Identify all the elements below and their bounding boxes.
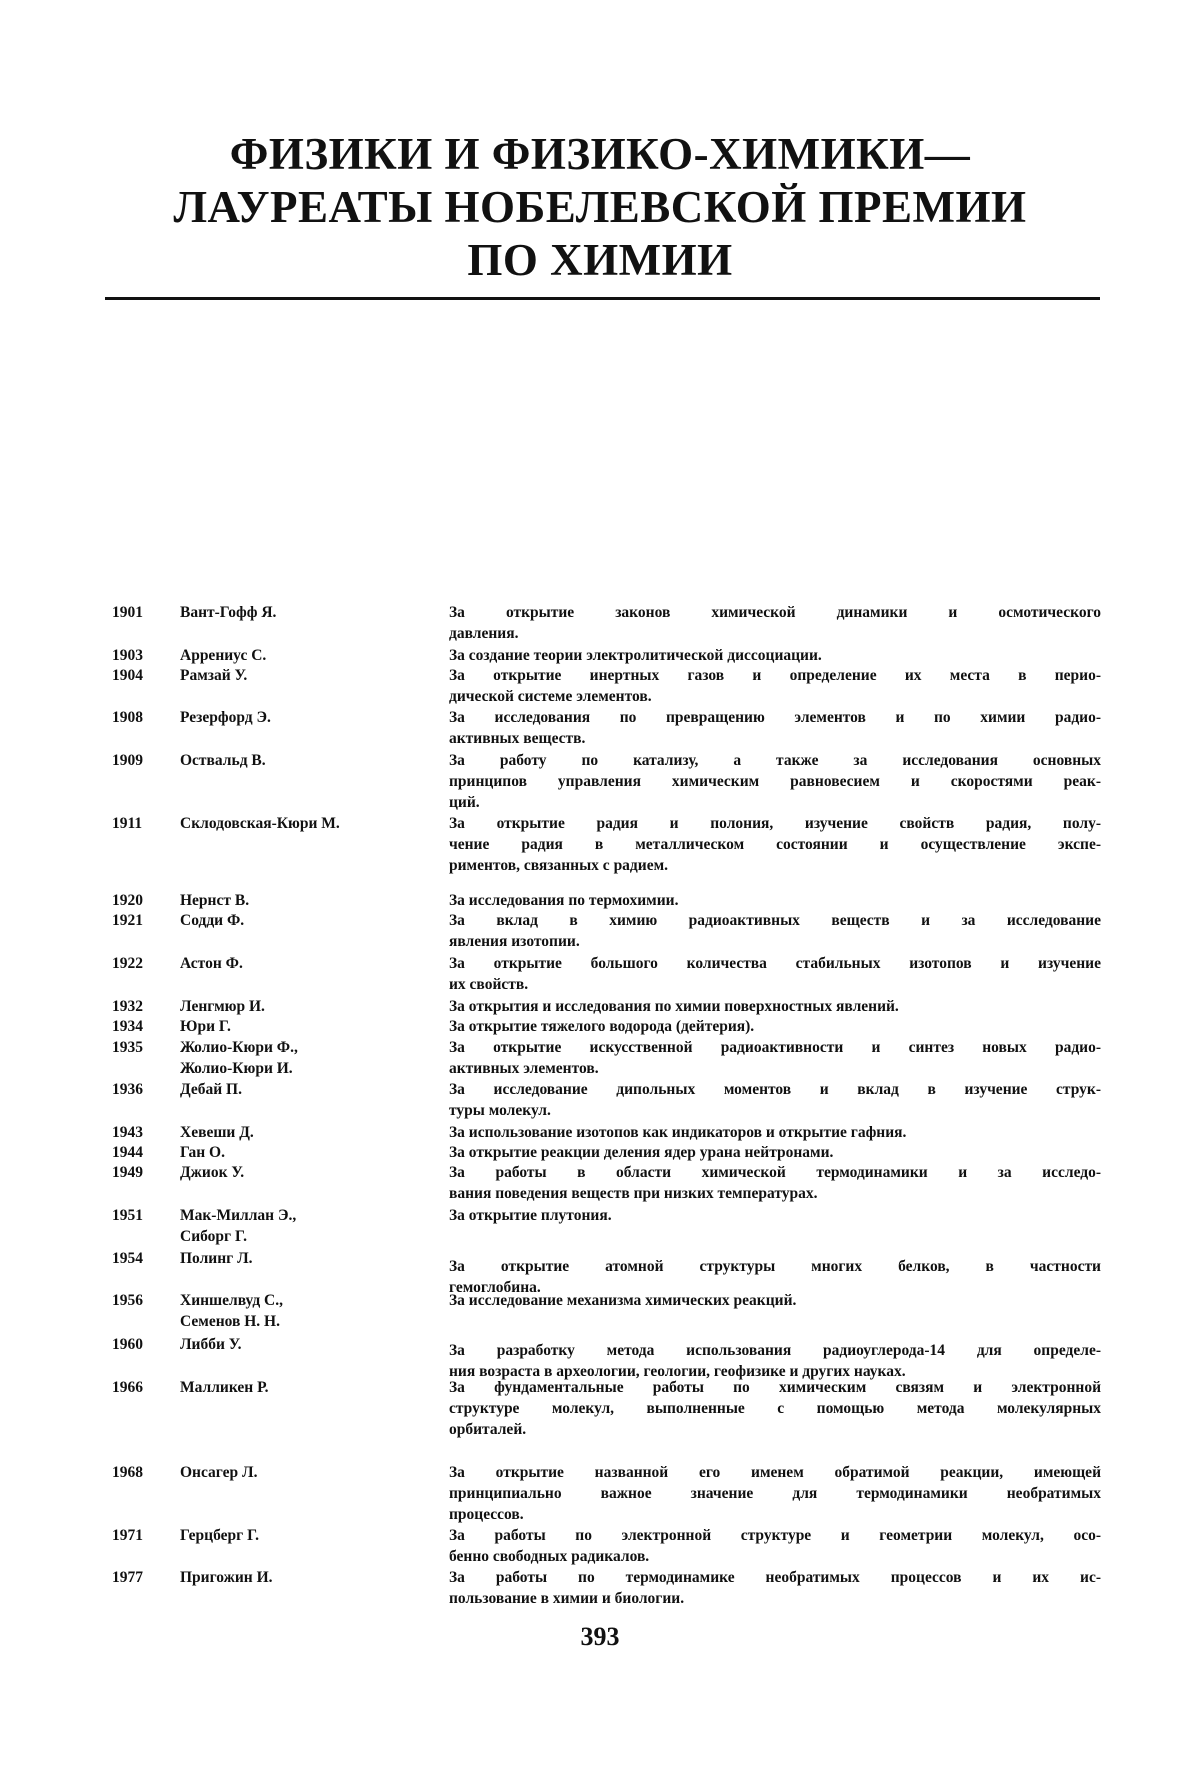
laureate-names [180,645,440,666]
laureate-names [180,1142,440,1163]
laureate-name: Пригожин И. [180,1567,440,1588]
year: 1932 [112,996,143,1017]
award-citation [449,1205,1101,1226]
citation-line: туры молекул. [449,1100,1101,1121]
award-citation [449,1162,1101,1204]
laureate-name: Жолио-Кюри Ф., [180,1037,440,1058]
year: 1922 [112,953,143,974]
citation-line: явления изотопии. [449,931,1101,952]
award-citation [449,910,1101,952]
laureate-names [180,1290,440,1332]
award-citation [449,750,1101,813]
citation-line: За открытие тяжелого водорода (дейтерия). [449,1016,1101,1037]
laureate-name: Либби У. [180,1334,440,1355]
citation-line: За вклад в химию радиоактивных веществ и за исследование [449,910,1101,931]
laureate-names [180,1205,440,1247]
laureate-names [180,1016,440,1037]
laureate-name: Вант-Гофф Я. [180,602,440,623]
laureate-names [180,1377,440,1398]
laureate-names [180,1462,440,1483]
laureate-names [180,890,440,911]
award-citation [449,1525,1101,1567]
laureate-names [180,953,440,974]
citation-line: принципиально важное значение для термодинамики необратимых [449,1483,1101,1504]
laureate-names [180,1334,440,1355]
award-citation [449,1016,1101,1037]
award-citation [449,1290,1101,1311]
citation-line: За фундаментальные работы по химическим связям и электронной [449,1377,1101,1398]
award-citation [449,645,1101,666]
year: 1920 [112,890,143,911]
citation-line: За работы по термодинамике необратимых процессов и их ис- [449,1567,1101,1588]
citation-line: чение радия в металлическом состоянии и осуществление экспе- [449,834,1101,855]
title-rule [105,297,1100,300]
year: 1921 [112,910,143,931]
title-line: ЛАУРЕАТЫ НОБЕЛЕВСКОЙ ПРЕМИИ [0,181,1200,234]
award-citation [449,1037,1101,1079]
year: 1949 [112,1162,143,1183]
award-citation [449,1142,1101,1163]
citation-line: За открытие атомной структуры многих белков, в частности [449,1256,1101,1277]
year: 1943 [112,1122,143,1143]
laureate-names [180,1162,440,1183]
year: 1968 [112,1462,143,1483]
year: 1977 [112,1567,143,1588]
year: 1951 [112,1205,143,1226]
award-citation [449,1462,1101,1525]
laureate-name: Склодовская-Кюри М. [180,813,440,834]
laureate-names [180,665,440,686]
year: 1911 [112,813,142,834]
citation-line: их свойств. [449,974,1101,995]
laureate-names [180,813,440,834]
laureate-names [180,1567,440,1588]
citation-line: дической системе элементов. [449,686,1101,707]
laureate-names [180,910,440,931]
laureate-name: Джиок У. [180,1162,440,1183]
citation-line: За работы по электронной структуре и геометрии молекул, осо- [449,1525,1101,1546]
citation-line: За исследование механизма химических реакций. [449,1290,1101,1311]
laureate-name: Сиборг Г. [180,1226,440,1247]
citation-line: гемоглобина. [449,1277,1101,1298]
award-citation [449,813,1101,876]
citation-line: За создание теории электролитической диссоциации. [449,645,1101,666]
laureate-names [180,750,440,771]
laureate-names [180,1079,440,1100]
laureate-name: Аррениус С. [180,645,440,666]
citation-line: активных элементов. [449,1058,1101,1079]
year: 1936 [112,1079,143,1100]
citation-line: За исследования по термохимии. [449,890,1101,911]
award-citation [449,1567,1101,1609]
laureate-name: Жолио-Кюри И. [180,1058,440,1079]
title-line: ФИЗИКИ И ФИЗИКО-ХИМИКИ— [0,128,1200,181]
year: 1909 [112,750,143,771]
laureate-name: Юри Г. [180,1016,440,1037]
laureate-names [180,1248,440,1269]
citation-line: За открытие плутония. [449,1205,1101,1226]
laureate-name: Хиншелвуд С., [180,1290,440,1311]
award-citation [449,665,1101,707]
award-citation [449,953,1101,995]
page-title [0,128,1200,287]
year: 1904 [112,665,143,686]
citation-line: вания поведения веществ при низких температурах. [449,1183,1101,1204]
citation-line: принципов управления химическим равновесием и скоростями реак- [449,771,1101,792]
laureate-name: Резерфорд Э. [180,707,440,728]
citation-line: За работу по катализу, а также за исследования основных [449,750,1101,771]
citation-line: орбиталей. [449,1419,1101,1440]
laureate-name: Герцберг Г. [180,1525,440,1546]
citation-line: ций. [449,792,1101,813]
laureate-names [180,707,440,728]
award-citation [449,996,1101,1017]
laureate-name: Нернст В. [180,890,440,911]
citation-line: структуре молекул, выполненные с помощью метода молекулярных [449,1398,1101,1419]
laureate-name: Полинг Л. [180,1248,440,1269]
citation-line: За открытие искусственной радиоактивности и синтез новых радио- [449,1037,1101,1058]
laureate-name: Семенов Н. Н. [180,1311,440,1332]
laureate-name: Мак-Миллан Э., [180,1205,440,1226]
citation-line: За разработку метода использования радиоуглерода-14 для определе- [449,1340,1101,1361]
citation-line: За работы в области химической термодинамики и за исследо- [449,1162,1101,1183]
award-citation [449,1122,1101,1143]
title-line: ПО ХИМИИ [0,234,1200,287]
citation-line: давления. [449,623,1101,644]
laureate-name: Хевеши Д. [180,1122,440,1143]
laureate-name: Содди Ф. [180,910,440,931]
citation-line: За открытие названной его именем обратимой реакции, имеющей [449,1462,1101,1483]
laureate-name: Оствальд В. [180,750,440,771]
laureate-names [180,602,440,623]
year: 1901 [112,602,143,623]
year: 1956 [112,1290,143,1311]
citation-line: риментов, связанных с радием. [449,855,1101,876]
laureate-name: Малликен Р. [180,1377,440,1398]
citation-line: бенно свободных радикалов. [449,1546,1101,1567]
laureate-names [180,1525,440,1546]
citation-line: процессов. [449,1504,1101,1525]
year: 1903 [112,645,143,666]
citation-line: активных веществ. [449,728,1101,749]
award-citation [449,602,1101,644]
award-citation [449,890,1101,911]
year: 1960 [112,1334,143,1355]
award-citation [449,1377,1101,1440]
year: 1944 [112,1142,143,1163]
award-citation [449,707,1101,749]
page-number: 393 [0,1622,1200,1652]
laureate-name: Дебай П. [180,1079,440,1100]
laureate-name: Рамзай У. [180,665,440,686]
citation-line: За открытие радия и полония, изучение свойств радия, полу- [449,813,1101,834]
citation-line: За открытие законов химической динамики и осмотического [449,602,1101,623]
laureate-names [180,996,440,1017]
laureate-names [180,1122,440,1143]
laureate-name: Астон Ф. [180,953,440,974]
award-citation [449,1079,1101,1121]
citation-line: За открытие инертных газов и определение их места в перио- [449,665,1101,686]
year: 1934 [112,1016,143,1037]
year: 1966 [112,1377,143,1398]
laureate-name: Ленгмюр И. [180,996,440,1017]
laureate-names [180,1037,440,1079]
citation-line: За использование изотопов как индикаторов и открытие гафния. [449,1122,1101,1143]
citation-line: За открытие реакции деления ядер урана нейтронами. [449,1142,1101,1163]
citation-line: За исследования по превращению элементов и по химии радио- [449,707,1101,728]
citation-line: За открытия и исследования по химии поверхностных явлений. [449,996,1101,1017]
year: 1935 [112,1037,143,1058]
laureate-name: Ган О. [180,1142,440,1163]
citation-line: ния возраста в археологии, геологии, геофизике и других науках. [449,1361,1101,1382]
citation-line: За исследование дипольных моментов и вклад в изучение струк- [449,1079,1101,1100]
award-citation [449,1340,1101,1382]
year: 1908 [112,707,143,728]
year: 1954 [112,1248,143,1269]
year: 1971 [112,1525,143,1546]
laureate-name: Онсагер Л. [180,1462,440,1483]
citation-line: За открытие большого количества стабильных изотопов и изучение [449,953,1101,974]
citation-line: пользование в химии и биологии. [449,1588,1101,1609]
